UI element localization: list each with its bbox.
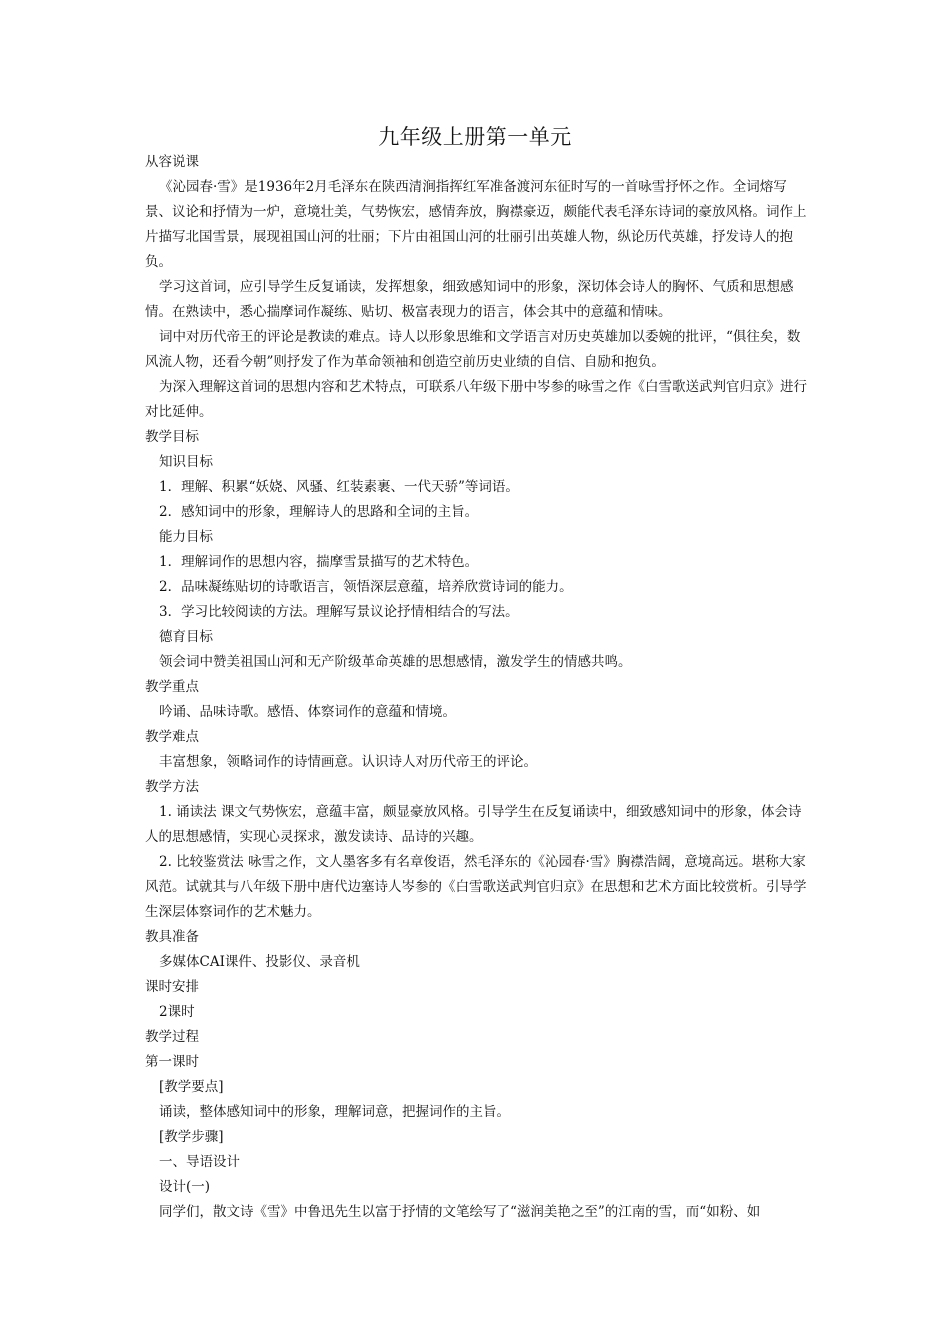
section-heading: 教具准备 <box>145 929 199 945</box>
subsection-heading: 一、导语设计 <box>159 1154 240 1170</box>
section-heading: 第一课时 <box>145 1054 199 1070</box>
paragraph: 吟诵、品味诗歌。感悟、体察词作的意蕴和情境。 <box>159 704 456 720</box>
section-heading: 教学过程 <box>145 1029 199 1045</box>
list-item: 2．品味凝练贴切的诗歌语言，领悟深层意蕴，培养欣赏诗词的能力。 <box>159 579 573 595</box>
section-heading: 教学难点 <box>145 729 199 745</box>
paragraph: 2课时 <box>159 1004 195 1020</box>
subsection-heading: [教学步骤] <box>159 1129 224 1145</box>
list-item: 2．感知词中的形象，理解诗人的思路和全词的主旨。 <box>159 504 479 520</box>
section-heading: 课时安排 <box>145 979 199 995</box>
section-heading: 从容说课 <box>145 154 199 170</box>
list-item: 2. 比较鉴赏法 咏雪之作，文人墨客多有名章俊语，然毛泽东的《沁园春·雪》胸襟浩阔，意境高远。堪称大家风范。试就其与八年级下册中唐代边塞诗人岑参的《白雪歌送武判官归京》在思想和艺术方面比较赏析。引导学生深层体察词作的艺术魅力。 <box>145 854 807 920</box>
document-body <box>145 150 813 1225</box>
paragraph: 词中对历代帝王的评论是教读的难点。诗人以形象思维和文学语言对历史英雄加以委婉的批评，“俱往矣，数风流人物，还看今朝”则抒发了作为革命领袖和创造空前历史业绩的自信、自励和抱负。 <box>145 329 801 370</box>
subsection-heading: 设计(一) <box>159 1179 211 1195</box>
list-item: 1. 诵读法 课文气势恢宏，意蕴丰富，颇显豪放风格。引导学生在反复诵读中，细致感知词中的形象，体会诗人的思想感情，实现心灵探求，激发读诗、品诗的兴趣。 <box>145 804 802 845</box>
list-item: 1．理解词作的思想内容，揣摩雪景描写的艺术特色。 <box>159 554 479 570</box>
subsection-heading: 德育目标 <box>159 629 213 645</box>
paragraph: 学习这首词，应引导学生反复诵读，发挥想象，细致感知词中的形象，深切体会诗人的胸怀、气质和思想感情。在熟读中，悉心揣摩词作凝练、贴切、极富表现力的语言，体会其中的意蕴和情味。 <box>145 279 794 320</box>
document-title: 九年级上册第一单元 <box>378 125 572 149</box>
section-heading: 教学方法 <box>145 779 199 795</box>
subsection-heading: 知识目标 <box>159 454 213 470</box>
paragraph: 为深入理解这首词的思想内容和艺术特点，可联系八年级下册中岑参的咏雪之作《白雪歌送武判官归京》进行对比延伸。 <box>145 379 807 420</box>
list-item: 1．理解、积累“妖娆、风骚、红装素裹、一代天骄”等词语。 <box>159 479 519 495</box>
section-heading: 教学目标 <box>145 429 199 445</box>
subsection-heading: [教学要点] <box>159 1079 224 1095</box>
list-item: 3．学习比较阅读的方法。理解写景议论抒情相结合的写法。 <box>159 604 519 620</box>
paragraph: 丰富想象，领略词作的诗情画意。认识诗人对历代帝王的评论。 <box>159 754 537 770</box>
paragraph: 领会词中赞美祖国山河和无产阶级革命英雄的思想感情，激发学生的情感共鸣。 <box>159 654 632 670</box>
subsection-heading: 能力目标 <box>159 529 213 545</box>
paragraph: 多媒体CAI课件、投影仪、录音机 <box>159 954 360 970</box>
paragraph: 《沁园春·雪》是1936年2月毛泽东在陕西清涧指挥红军准备渡河东征时写的一首咏雪抒怀之作。全词熔写景、议论和抒情为一炉，意境壮美，气势恢宏，感情奔放，胸襟豪迈，颇能代表毛泽东诗词的豪放风格。词作上片描写北国雪景，展现祖国山河的壮丽；下片由祖国山河的壮丽引出英雄人物，纵论历代英雄，抒发诗人的抱负。 <box>145 179 807 270</box>
section-heading: 教学重点 <box>145 679 199 695</box>
paragraph: 诵读，整体感知词中的形象，理解词意，把握词作的主旨。 <box>159 1104 510 1120</box>
paragraph: 同学们，散文诗《雪》中鲁迅先生以富于抒情的文笔绘写了“滋润美艳之至”的江南的雪，而“如粉、如 <box>159 1204 761 1220</box>
